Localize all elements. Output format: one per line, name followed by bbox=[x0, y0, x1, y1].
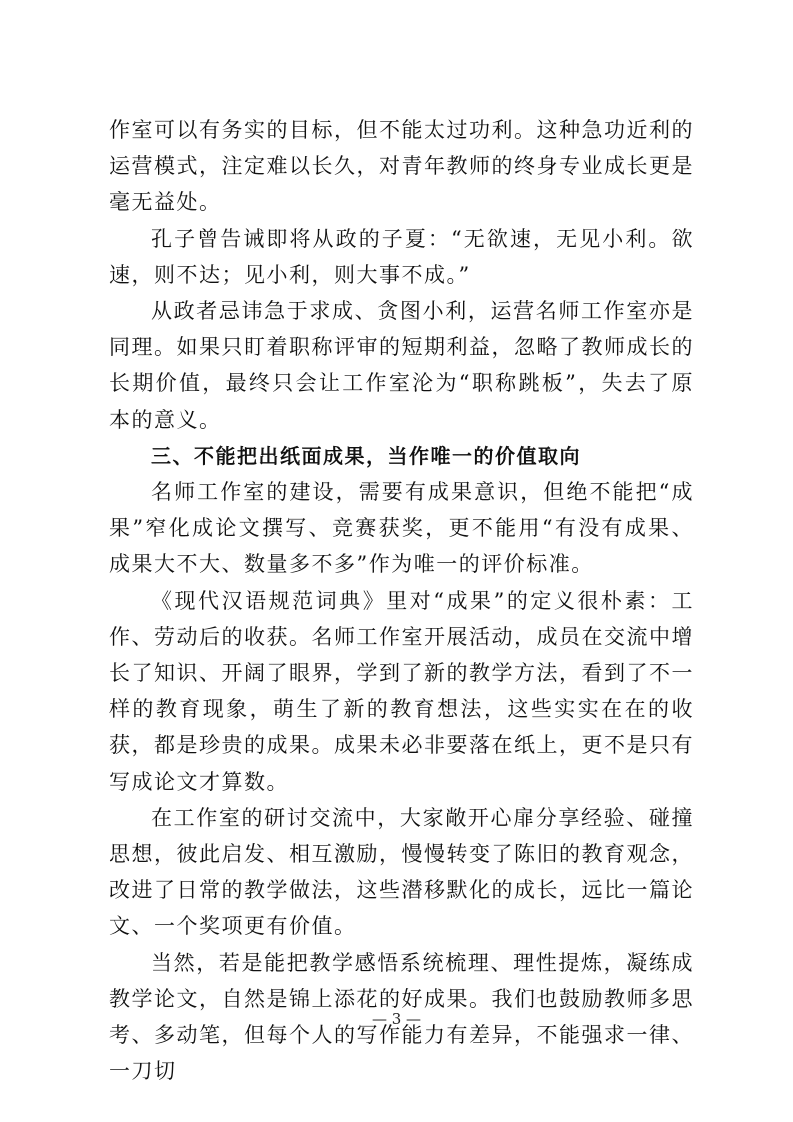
page-number: — 3 — bbox=[371, 1010, 422, 1028]
section-heading: 三、不能把出纸面成果，当作唯一的价值取向 bbox=[151, 443, 581, 468]
paragraph-4: 名师工作室的建设，需要有成果意识，但绝不能把“成果”窄化成论文撰写、竞赛获奖，更不能用“有没有成果、成果大不大、数量多不多”作为唯一的评价标准。 bbox=[109, 480, 694, 577]
paragraph-6: 在工作室的研讨交流中，大家敞开心扉分享经验、碰撞思想，彼此启发、相互激励，慢慢转变了陈旧的教育观念，改进了日常的教学做法，这些潜移默化的成长，远比一篇论文、一个奖项更有价值。 bbox=[109, 805, 694, 939]
paragraph-3: 从政者忌讳急于求成、贪图小利，运营名师工作室亦是同理。如果只盯着职称评审的短期利益，忽略了教师成长的长期价值，最终只会让工作室沦为“职称跳板”，失去了原本的意义。 bbox=[109, 299, 694, 432]
paragraph-7: 当然，若是能把教学感悟系统梳理、理性提炼，凝练成教学论文，自然是锦上添花的好成果。我们也鼓励教师多思考、多动笔，但每个人的写作能力有差异，不能强求一律、一刀切 bbox=[109, 950, 694, 1084]
paragraph-5: 《现代汉语规范词典》里对“成果”的定义很朴素：工作、劳动后的收获。名师工作室开展活动，成员在交流中增长了知识、开阔了眼界，学到了新的教学方法，看到了不一样的教育现象，萌生了新的教育想法，这些实实在在的收获，都是珍贵的成果。成果未必非要落在纸上，更不是只有写成论文才算数。 bbox=[109, 588, 694, 794]
paragraph-2: 孔子曾告诫即将从政的子夏：“无欲速，无见小利。欲速，则不达；见小利，则大事不成。” bbox=[109, 226, 694, 287]
paragraph-1: 作室可以有务实的目标，但不能太过功利。这种急功近利的运营模式，注定难以长久，对青年教师的终身专业成长更是毫无益处。 bbox=[109, 118, 694, 215]
document-page bbox=[109, 112, 694, 1089]
